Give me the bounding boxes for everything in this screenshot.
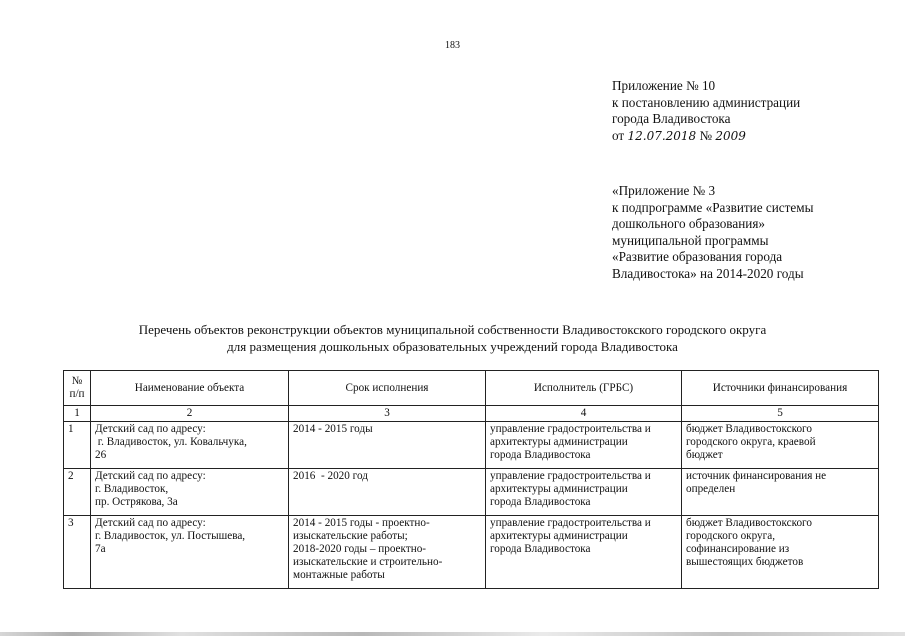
funding-line: вышестоящих бюджетов (686, 556, 804, 568)
executor-line: архитектуры администрации (490, 483, 628, 495)
funding-line: бюджет Владивостокского (686, 423, 812, 435)
term-line: изыскательские и строительно- (293, 556, 443, 568)
header-term: Срок исполнения (289, 371, 486, 406)
object-line: Детский сад по адресу: (95, 517, 206, 529)
column-index: 1 (64, 406, 91, 422)
appendix-10-line: города Владивостока (612, 111, 731, 126)
appendix-3-line: «Приложение № 3 (612, 183, 716, 198)
table-column-index-row (64, 406, 879, 422)
term-cell (289, 422, 486, 469)
object-line: г. Владивосток, ул. Ковальчука, (95, 436, 247, 448)
object-line: пр. Острякова, 3а (95, 496, 178, 508)
object-line: Детский сад по адресу: (95, 470, 206, 482)
object-line: 26 (95, 449, 107, 461)
appendix-3-line: «Развитие образования города (612, 249, 783, 264)
executor-cell (486, 516, 682, 589)
object-cell (91, 516, 289, 589)
appendix-3-line: Владивостока» на 2014-2020 годы (612, 265, 804, 281)
term-line: 2018-2020 годы – проектно- (293, 543, 427, 555)
column-index: 4 (486, 406, 682, 422)
table-row (64, 516, 879, 589)
term-line: изыскательские работы; (293, 530, 408, 542)
page-number: 183 (445, 40, 460, 51)
header-number: № п/п (64, 371, 91, 406)
funding-line: городского округа, (686, 530, 776, 542)
term-line: монтажные работы (293, 569, 385, 581)
appendix-3-line: дошкольного образования» (612, 216, 765, 231)
funding-cell (682, 422, 879, 469)
term-line: 2014 - 2015 годы - проектно- (293, 517, 430, 529)
header-object-name: Наименование объекта (91, 371, 289, 406)
column-index: 2 (91, 406, 289, 422)
funding-line: бюджет Владивостокского (686, 517, 812, 529)
funding-line: городского округа, краевой (686, 436, 816, 448)
number-prefix: № (696, 127, 716, 143)
executor-line: города Владивостока (490, 449, 591, 461)
object-cell (91, 469, 289, 516)
title-line-1: Перечень объектов реконструкции объектов муниципальной собственности Владивостокского городского округа (138, 322, 767, 337)
funding-line: бюджет (686, 449, 723, 461)
executor-line: управление градостроительства и (490, 423, 651, 435)
term-cell (289, 469, 486, 516)
appendix-3-line: муниципальной программы (612, 232, 769, 248)
executor-line: архитектуры администрации (490, 436, 628, 448)
executor-line: города Владивостока (490, 496, 591, 508)
appendix-10-date-line (612, 128, 800, 145)
row-number: 2 (64, 469, 91, 516)
appendix-10-line: Приложение № 10 (612, 78, 716, 93)
object-cell (91, 422, 289, 469)
object-line: г. Владивосток, (95, 483, 169, 495)
row-number: 3 (64, 516, 91, 589)
table-header-row (64, 371, 879, 406)
objects-table (63, 370, 879, 589)
funding-cell (682, 469, 879, 516)
table-row (64, 422, 879, 469)
appendix-3-block (612, 183, 813, 282)
executor-line: управление градостроительства и (490, 517, 651, 529)
handwritten-number: 2009 (715, 128, 746, 143)
title-line-2: для размещения дошкольных образовательных учреждений города Владивостока (227, 339, 678, 354)
funding-line: источник финансирования не (686, 470, 827, 482)
object-line: Детский сад по адресу: (95, 423, 206, 435)
header-executor: Исполнитель (ГРБС) (486, 371, 682, 406)
executor-line: города Владивостока (490, 543, 591, 555)
executor-line: управление градостроительства и (490, 470, 651, 482)
handwritten-date: 12.07.2018 (627, 128, 697, 143)
term-line: 2014 - 2015 годы (293, 423, 373, 435)
appendix-10-line: к постановлению администрации (612, 94, 801, 110)
table-row (64, 469, 879, 516)
scan-edge-artifact (0, 632, 905, 636)
funding-line: определен (686, 483, 736, 495)
executor-line: архитектуры администрации (490, 530, 628, 542)
executor-cell (486, 422, 682, 469)
header-funding: Источники финансирования (682, 371, 879, 406)
object-line: г. Владивосток, ул. Постышева, (95, 530, 246, 542)
term-cell (289, 516, 486, 589)
column-index: 5 (682, 406, 879, 422)
date-prefix: от (612, 127, 628, 143)
funding-cell (682, 516, 879, 589)
column-index: 3 (289, 406, 486, 422)
term-line: 2016 - 2020 год (293, 470, 368, 482)
appendix-3-line: к подпрограмме «Развитие системы (612, 199, 814, 215)
row-number: 1 (64, 422, 91, 469)
appendix-10-block (612, 78, 800, 144)
executor-cell (486, 469, 682, 516)
object-line: 7а (95, 543, 106, 555)
document-title (0, 321, 905, 355)
funding-line: софинансирование из (686, 543, 790, 555)
